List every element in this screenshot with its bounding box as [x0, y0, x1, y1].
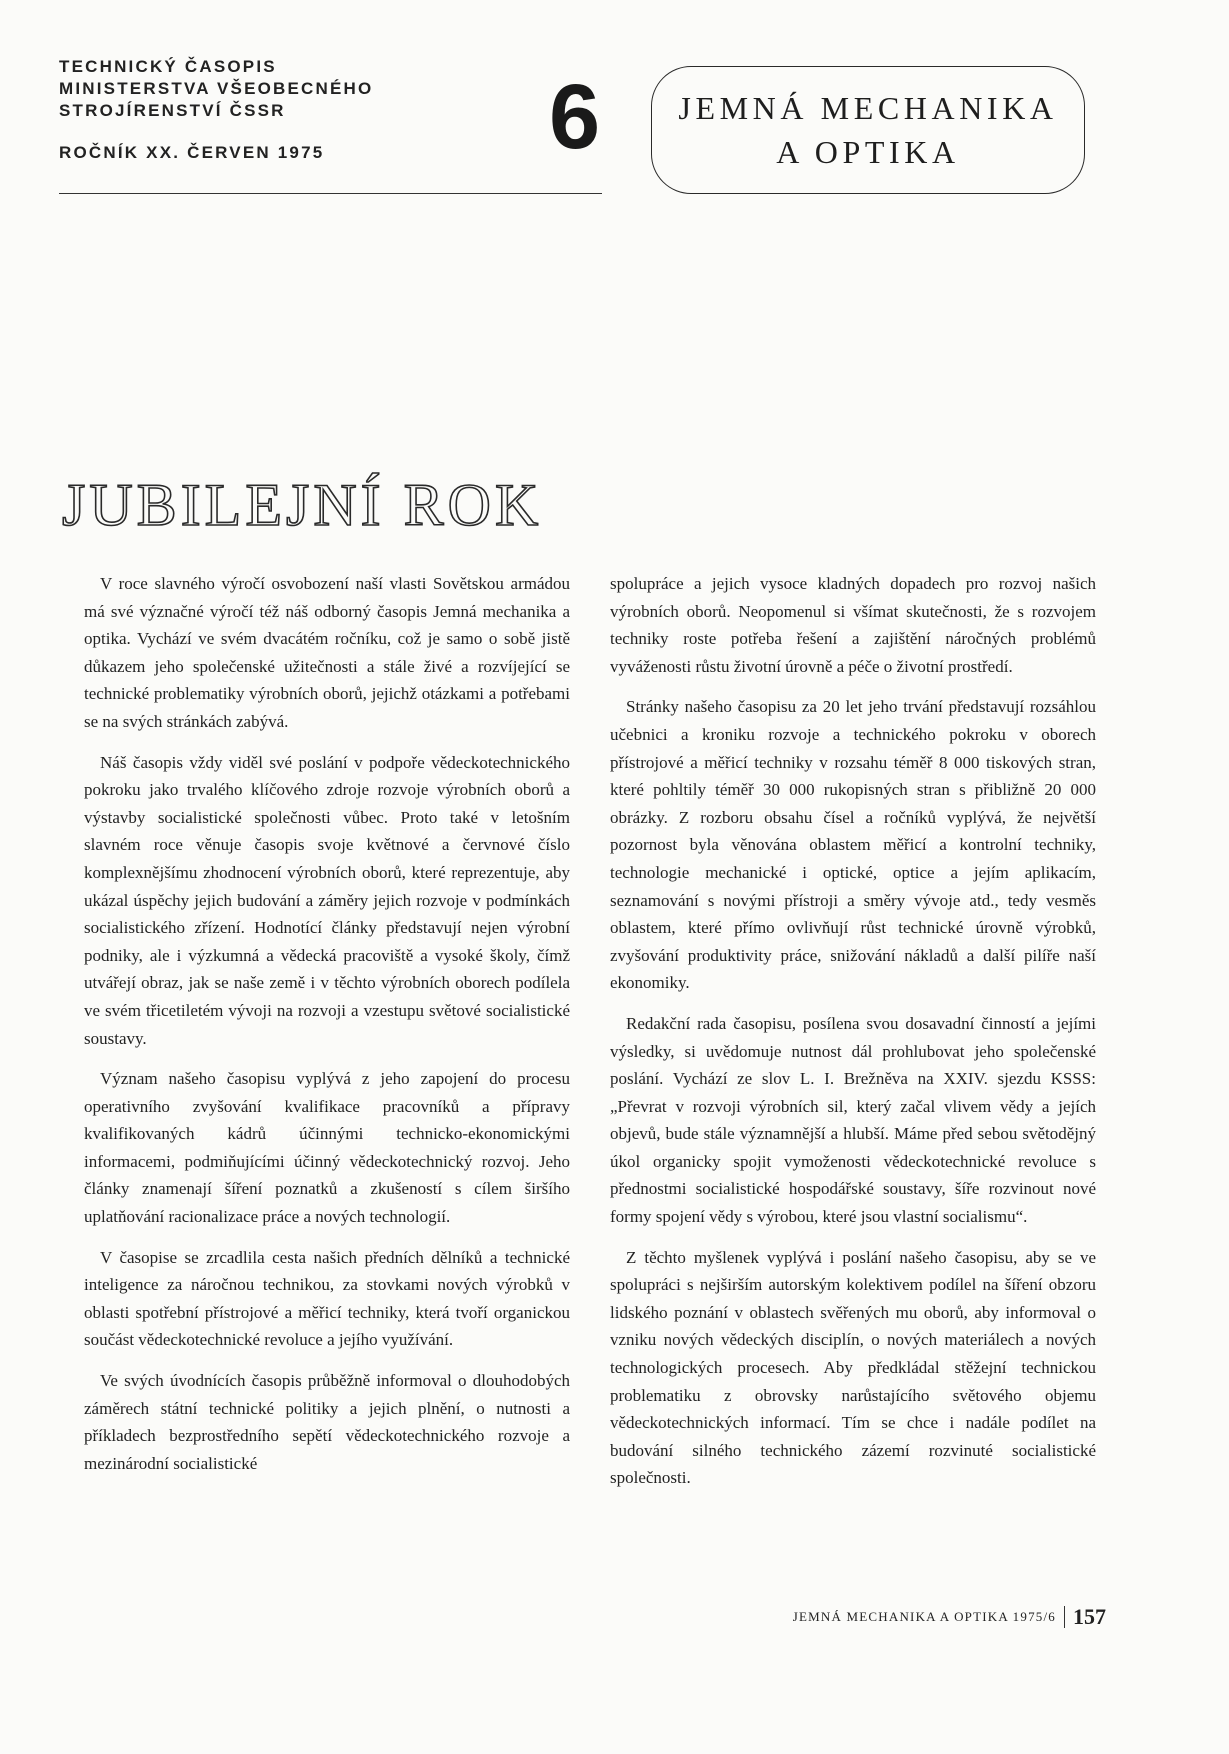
- issue-number: 6: [549, 66, 601, 168]
- paragraph: V časopise se zrcadlila cesta našich předních dělníků a technické inteligence za náročnou technikou, za stovkami nových výrobků v oblasti spotřební přístrojové a měřicí techniky, která tvoří organickou součást vědeckotechnické revoluce a jejího využívání.: [84, 1247, 570, 1350]
- footer-separator: [1064, 1606, 1065, 1628]
- paragraph: Ve svých úvodnících časopis průběžně informoval o dlouhodobých záměrech státní technické politiky a jejich plnění, o nutnosti a příkladech bezprostředního sepětí vědeckotechnického rozvoje a mezinárodní socialistické: [84, 1371, 570, 1473]
- publisher-info: [59, 56, 373, 164]
- page-footer: [793, 1604, 1106, 1630]
- header-divider: [59, 193, 602, 194]
- journal-title-box: [651, 66, 1085, 194]
- article-body: [84, 570, 1096, 1505]
- publisher-line: STROJÍRENSTVÍ ČSSR: [59, 101, 286, 120]
- paragraph: Náš časopis vždy viděl své poslání v podpoře vědeckotechnického pokroku jako trvalého klíčového zdroje rozvoje výrobních oborů a výstavby socialistické společnosti vůbec. Proto také v letošním slavném roce věnuje časopis svoje květnové a červnové číslo komplexnějšímu zhodnocení výrobních oborů, které reprezentuje, aby ukázal úspěchy jejich budování a záměry jejich rozvoje v podmínkách socialistického zřízení. Hodnotící články představují nejen výrobní podniky, ale i výzkumná a vědecká pracoviště a vysoké školy, čímž utvářejí obraz, jak se naše země i v těchto výrobních oborech podílela ve svém třicetiletém vývoji na rozvoji a vzestupu světové socialistické soustavy.: [84, 752, 570, 1048]
- article-title: JUBILEJNÍ ROK: [62, 472, 543, 538]
- paragraph: Redakční rada časopisu, posílena svou dosavadní činností a jejími výsledky, si uvědomuje nutnost dál prohlubovat jeho společenské poslání. Vychází ze slov L. I. Brežněva na XXIV. sjezdu KSSS: „Převrat v rozvoji výrobních sil, který začal vlivem vědy a jejích objevů, bude stále významnější a hlubší. Máme před sebou světodějný úkol organicky spojit vymoženosti vědeckotechnické revoluce s přednostmi socialistické hospodářské soustavy, šíře rozvinout nové formy spojení vědy s výrobou, které jsou vlastní socialismu“.: [610, 1013, 1096, 1227]
- volume-line: ROČNÍK XX. ČERVEN 1975: [59, 143, 325, 162]
- journal-title-line: JEMNÁ MECHANIKA: [678, 90, 1058, 126]
- right-column: [610, 570, 1096, 1505]
- publisher-line: TECHNICKÝ ČASOPIS: [59, 57, 277, 76]
- paragraph: V roce slavného výročí osvobození naší vlasti Sovětskou armádou má své význačné výročí též náš odborný časopis Jemná mechanika a optika. Vychází ve svém dvacátém ročníku, což je samo o sobě jistě důkazem jeho společenské užitečnosti a stále živé a rozvíjející se technické problematiky výrobních oborů, jejichž otázkami a potřebami se na svých stránkách zabývá.: [84, 574, 570, 731]
- paragraph-continuation: spolupráce a jejich vysoce kladných dopadech pro rozvoj našich výrobních oborů. Neopomenul si všímat skutečnosti, že s rozvojem techniky roste potřeba řešení a zajištění náročných problémů vyváženosti růstu životní úrovně a péče o životní prostředí.: [610, 574, 1096, 676]
- footer-journal: JEMNÁ MECHANIKA A OPTIKA 1975/6: [792, 1609, 1056, 1624]
- publisher-line: MINISTERSTVA VŠEOBECNÉHO: [59, 79, 374, 98]
- page-number: 157: [1073, 1604, 1106, 1629]
- journal-title-line: A OPTIKA: [776, 134, 960, 170]
- paragraph: Z těchto myšlenek vyplývá i poslání našeho časopisu, aby se ve spolupráci s nejširším autorským kolektivem podílel na šíření obzoru lidského poznání v oblastech svěřených mu oborů, aby informoval o vzniku nových vědeckých disciplín, o nových materiálech a nových technologických procesech. Aby předkládal stěžejní technickou problematiku z obrovsky narůstajícího světového objemu vědeckotechnických informací. Tím se chce i nadále podílet na budování silného technického zázemí rozvinuté socialistické společnosti.: [610, 1247, 1096, 1488]
- paragraph: Význam našeho časopisu vyplývá z jeho zapojení do procesu operativního zvyšování kvalifikace pracovníků a přípravy kvalifikovaných kádrů účinnými technicko-ekonomickými informacemi, podmiňujícími účinný vědeckotechnický rozvoj. Jeho články znamenají šíření poznatků a zkušeností s cílem širšího uplatňování racionalizace práce a nových technologií.: [84, 1069, 570, 1227]
- left-column: [84, 570, 570, 1505]
- paragraph: Stránky našeho časopisu za 20 let jeho trvání představují rozsáhlou učebnici a kroniku rozvoje a technického pokroku v oborech přístrojové a měřicí techniky v rozsahu téměř 8 000 tiskových stran, které pohltily téměř 30 000 rukopisných stran s přibližně 20 000 obrázky. Z rozboru obsahu čísel a ročníků vyplývá, že největší pozornost byla věnována oblastem měřicí a kontrolní techniky, technologie mechanické i optické, optice a jejím aplikacím, seznamování s novými přístroji a směry vývoje atd., tedy vesměs oblastem, které přímo ovlivňují růst technické úrovně výrobků, zvyšování produktivity práce, snižování nákladů a další pilíře naší ekonomiky.: [610, 697, 1096, 993]
